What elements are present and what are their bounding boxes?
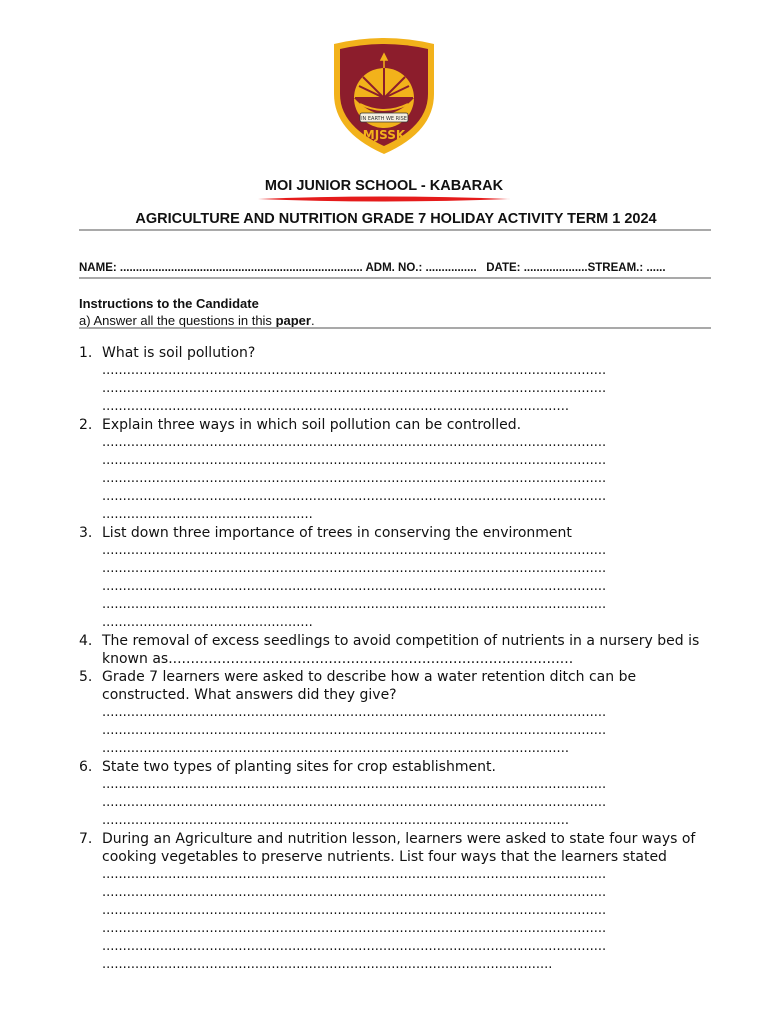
answer-line[interactable]: .......................................................................................................................... — [102, 597, 607, 612]
question-number: 2. — [79, 417, 93, 433]
instructions-heading: Instructions to the Candidate — [79, 296, 259, 311]
question-body — [102, 632, 711, 668]
answer-line[interactable]: ............................................................................................................. — [102, 957, 553, 972]
answer-line[interactable]: .......................................................................................................................... — [102, 579, 607, 594]
question-body — [102, 524, 711, 632]
paper-title: AGRICULTURE AND NUTRITION GRADE 7 HOLIDAY ACTIVITY TERM 1 2024 — [135, 211, 657, 227]
answer-line[interactable]: .......................................................................................................................... — [102, 921, 607, 936]
question-text: Explain three ways in which soil pollution can be controlled. — [102, 417, 522, 433]
divider — [79, 277, 711, 279]
question-number: 6. — [79, 759, 93, 775]
divider — [79, 327, 711, 329]
question-body — [102, 830, 711, 974]
answer-line[interactable]: ................................................................................................................. — [102, 741, 569, 756]
answer-line[interactable]: .......................................................................................................................... — [102, 777, 607, 792]
question-item — [79, 344, 711, 416]
question-body — [102, 758, 711, 830]
crest-motto: IN EARTH WE RISE — [361, 116, 407, 122]
question-item — [79, 524, 711, 632]
answer-line[interactable]: ................................................... — [102, 615, 313, 630]
question-text: During an Agriculture and nutrition lesson, learners were asked to state four ways of cooking vegetables to preserve nutrients. List four ways that the learners stated — [102, 831, 696, 865]
question-body — [102, 668, 711, 758]
answer-line[interactable]: .......................................................................................................................... — [102, 381, 607, 396]
question-item — [79, 416, 711, 524]
question-number: 4. — [79, 633, 93, 649]
answer-line[interactable]: .......................................................................................................................... — [102, 795, 607, 810]
question-text: Grade 7 learners were asked to describe how a water retention ditch can be constructed. What answers did they give? — [102, 669, 637, 703]
question-item — [79, 668, 711, 758]
question-item — [79, 758, 711, 830]
answer-line[interactable]: .......................................................................................................................... — [102, 543, 607, 558]
answer-line[interactable]: .......................................................................................................................... — [102, 705, 607, 720]
question-text: The removal of excess seedlings to avoid competition of nutrients in a nursery bed is known as........................................................................................... — [102, 633, 700, 667]
school-crest-logo — [330, 36, 438, 156]
instruction-bold-word: paper — [275, 313, 311, 328]
answer-line[interactable]: .......................................................................................................................... — [102, 903, 607, 918]
question-list — [79, 344, 711, 974]
answer-line[interactable]: ................................................................................................................. — [102, 813, 569, 828]
answer-line[interactable]: .......................................................................................................................... — [102, 435, 607, 450]
question-number: 7. — [79, 831, 93, 847]
instruction-period: . — [310, 313, 315, 328]
question-body — [102, 416, 711, 524]
question-item — [79, 632, 711, 668]
divider — [79, 229, 711, 231]
question-number: 5. — [79, 669, 93, 685]
question-text: List down three importance of trees in conserving the environment — [102, 525, 572, 541]
answer-line[interactable]: ................................................................................................................. — [102, 399, 569, 414]
answer-line[interactable]: .......................................................................................................................... — [102, 453, 607, 468]
question-text: What is soil pollution? — [102, 345, 256, 361]
question-number: 3. — [79, 525, 93, 541]
answer-line[interactable]: .......................................................................................................................... — [102, 489, 607, 504]
question-number: 1. — [79, 345, 93, 361]
answer-line[interactable]: .......................................................................................................................... — [102, 561, 607, 576]
candidate-details-line: NAME: ............................................................................ ADM. NO.: ................ DATE: ....................STREAM.: ...... — [79, 262, 666, 274]
question-item — [79, 830, 711, 974]
answer-line[interactable]: ................................................... — [102, 507, 313, 522]
question-text: State two types of planting sites for crop establishment. — [102, 759, 496, 775]
answer-line[interactable]: .......................................................................................................................... — [102, 867, 607, 882]
crest-initials: MJSSK — [362, 128, 406, 142]
instructions-line — [79, 313, 315, 328]
red-decorative-bar — [258, 195, 510, 203]
question-body — [102, 344, 711, 416]
school-name: MOI JUNIOR SCHOOL - KABARAK — [264, 178, 504, 194]
answer-line[interactable]: .......................................................................................................................... — [102, 885, 607, 900]
answer-line[interactable]: .......................................................................................................................... — [102, 939, 607, 954]
answer-line[interactable]: .......................................................................................................................... — [102, 363, 607, 378]
answer-line[interactable]: .......................................................................................................................... — [102, 723, 607, 738]
answer-line[interactable]: .......................................................................................................................... — [102, 471, 607, 486]
instruction-text: a) Answer all the questions in this — [79, 313, 276, 328]
